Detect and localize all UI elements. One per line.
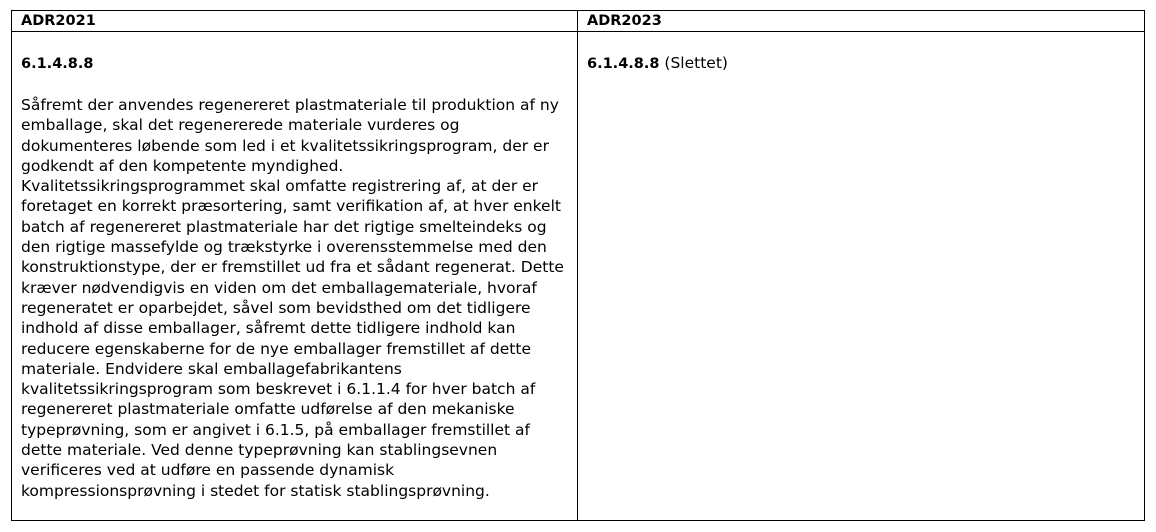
header-row [12, 11, 1145, 32]
section-number-right: 6.1.4.8.8 [587, 56, 660, 72]
header-label-right: ADR2023 [587, 13, 662, 29]
content-cell-adr2021 [12, 32, 578, 521]
section-status-right: (Slettet) [664, 54, 728, 72]
content-row [12, 32, 1145, 521]
content-cell-right-inner [578, 32, 1144, 75]
section-number-left: 6.1.4.8.8 [21, 56, 94, 72]
content-cell-left-inner [12, 32, 577, 501]
content-cell-adr2023 [578, 32, 1145, 521]
section-heading-right [587, 52, 1136, 75]
section-heading-left [21, 52, 569, 75]
header-cell-adr2023 [578, 11, 1145, 32]
header-label-left: ADR2021 [21, 13, 96, 29]
comparison-table [11, 10, 1145, 521]
section-paragraph-left: Såfremt der anvendes regenereret plastmateriale til produktion af ny emballage, skal det regenererede materiale vurderes og dokumenteres løbende som led i et kvalitetssikringsprogram, der er godkendt af den kompetente myndighed. Kvalitetssikringsprogrammet skal omfatte registrering af, at der er foretaget en korrekt præsortering, samt verifikation af, at hver enkelt batch af regenereret plastmateriale har det rigtige smelteindeks og den rigtige massefylde og trækstyrke i overensstemmelse med den konstruktionstype, der er fremstillet ud fra et sådant regenerat. Dette kræver nødvendigvis en viden om det emballagemateriale, hvoraf regeneratet er oparbejdet, såvel som bevidsthed om det tidligere indhold af disse emballager, såfremt dette tidligere indhold kan reducere egenskaberne for de nye emballager fremstillet af dette materiale. Endvidere skal emballagefabrikantens kvalitetssikringsprogram som beskrevet i 6.1.1.4 for hver batch af regenereret plastmateriale omfatte udførelse af den mekaniske typeprøvning, som er angivet i 6.1.5, på emballager fremstillet af dette materiale. Ved denne typeprøvning kan stablingsevnen verificeres ved at udføre en passende dynamisk kompressionsprøvning i stedet for statisk stablingsprøvning. [21, 96, 564, 500]
header-cell-adr2021 [12, 11, 578, 32]
